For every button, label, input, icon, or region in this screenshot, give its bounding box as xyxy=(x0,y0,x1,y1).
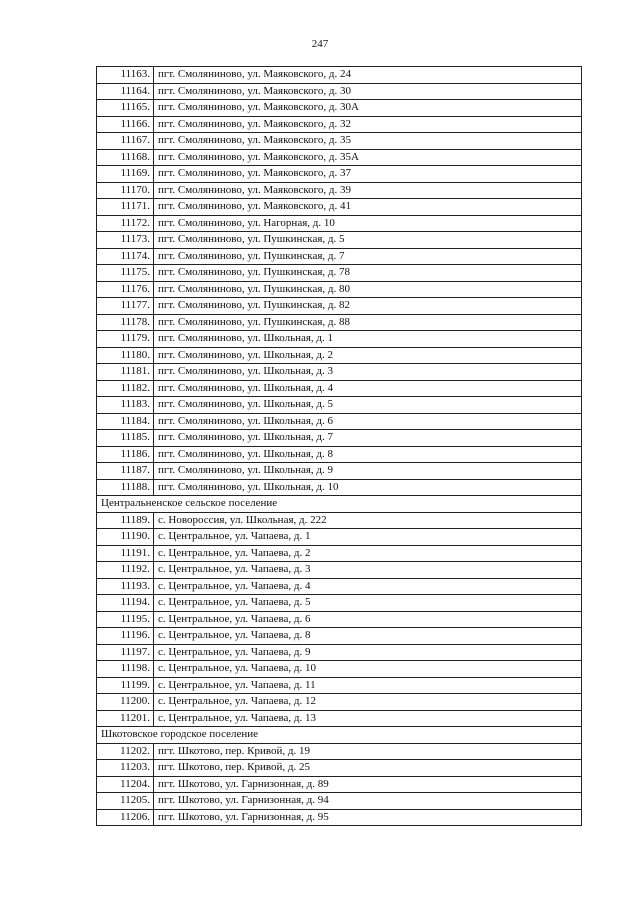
row-number: 11187. xyxy=(97,463,154,480)
row-address: пгт. Смоляниново, ул. Пушкинская, д. 5 xyxy=(154,232,582,249)
row-address: пгт. Смоляниново, ул. Школьная, д. 5 xyxy=(154,397,582,414)
row-address: пгт. Смоляниново, ул. Школьная, д. 6 xyxy=(154,413,582,430)
row-number: 11173. xyxy=(97,232,154,249)
row-number: 11185. xyxy=(97,430,154,447)
row-address: с. Центральное, ул. Чапаева, д. 11 xyxy=(154,677,582,694)
row-number: 11195. xyxy=(97,611,154,628)
row-address: с. Центральное, ул. Чапаева, д. 1 xyxy=(154,529,582,546)
table-row xyxy=(97,281,582,298)
table-row xyxy=(97,331,582,348)
row-number: 11205. xyxy=(97,793,154,810)
row-address: пгт. Смоляниново, ул. Школьная, д. 2 xyxy=(154,347,582,364)
row-address: пгт. Шкотово, ул. Гарнизонная, д. 95 xyxy=(154,809,582,826)
table-row xyxy=(97,133,582,150)
table-row xyxy=(97,512,582,529)
row-address: с. Центральное, ул. Чапаева, д. 3 xyxy=(154,562,582,579)
row-address: пгт. Шкотово, ул. Гарнизонная, д. 94 xyxy=(154,793,582,810)
row-address: с. Центральное, ул. Чапаева, д. 9 xyxy=(154,644,582,661)
row-number: 11190. xyxy=(97,529,154,546)
row-number: 11183. xyxy=(97,397,154,414)
table-row xyxy=(97,215,582,232)
table-row xyxy=(97,677,582,694)
row-number: 11175. xyxy=(97,265,154,282)
row-address: с. Центральное, ул. Чапаева, д. 6 xyxy=(154,611,582,628)
row-number: 11191. xyxy=(97,545,154,562)
row-address: с. Центральное, ул. Чапаева, д. 4 xyxy=(154,578,582,595)
table-row xyxy=(97,743,582,760)
row-number: 11181. xyxy=(97,364,154,381)
table-row xyxy=(97,67,582,84)
row-address: пгт. Шкотово, пер. Кривой, д. 25 xyxy=(154,760,582,777)
row-address: пгт. Смоляниново, ул. Маяковского, д. 30А xyxy=(154,100,582,117)
table-row xyxy=(97,463,582,480)
row-number: 11197. xyxy=(97,644,154,661)
row-address: пгт. Смоляниново, ул. Школьная, д. 1 xyxy=(154,331,582,348)
row-address: пгт. Смоляниново, ул. Пушкинская, д. 7 xyxy=(154,248,582,265)
row-number: 11177. xyxy=(97,298,154,315)
row-number: 11203. xyxy=(97,760,154,777)
row-address: с. Центральное, ул. Чапаева, д. 13 xyxy=(154,710,582,727)
row-number: 11165. xyxy=(97,100,154,117)
section-header-row xyxy=(97,496,582,513)
row-address: с. Центральное, ул. Чапаева, д. 2 xyxy=(154,545,582,562)
row-address: пгт. Смоляниново, ул. Пушкинская, д. 78 xyxy=(154,265,582,282)
row-number: 11168. xyxy=(97,149,154,166)
row-number: 11186. xyxy=(97,446,154,463)
section-title: Шкотовское городское поселение xyxy=(97,727,582,744)
row-address: с. Центральное, ул. Чапаева, д. 12 xyxy=(154,694,582,711)
table-row xyxy=(97,199,582,216)
row-number: 11201. xyxy=(97,710,154,727)
row-address: с. Центральное, ул. Чапаева, д. 5 xyxy=(154,595,582,612)
table-row xyxy=(97,710,582,727)
table-row xyxy=(97,446,582,463)
table-row xyxy=(97,611,582,628)
table-row xyxy=(97,545,582,562)
section-header-row xyxy=(97,727,582,744)
row-address: с. Центральное, ул. Чапаева, д. 10 xyxy=(154,661,582,678)
table-row xyxy=(97,166,582,183)
table-row xyxy=(97,644,582,661)
row-address: пгт. Шкотово, пер. Кривой, д. 19 xyxy=(154,743,582,760)
row-address: пгт. Смоляниново, ул. Маяковского, д. 41 xyxy=(154,199,582,216)
table-row xyxy=(97,793,582,810)
row-number: 11166. xyxy=(97,116,154,133)
row-address: пгт. Смоляниново, ул. Школьная, д. 10 xyxy=(154,479,582,496)
table-row xyxy=(97,628,582,645)
row-number: 11163. xyxy=(97,67,154,84)
row-address: с. Новороссия, ул. Школьная, д. 222 xyxy=(154,512,582,529)
table-row xyxy=(97,248,582,265)
table-row xyxy=(97,562,582,579)
row-number: 11200. xyxy=(97,694,154,711)
row-number: 11202. xyxy=(97,743,154,760)
row-number: 11204. xyxy=(97,776,154,793)
table-row xyxy=(97,182,582,199)
row-number: 11178. xyxy=(97,314,154,331)
table-row xyxy=(97,314,582,331)
table-row xyxy=(97,232,582,249)
row-address: пгт. Шкотово, ул. Гарнизонная, д. 89 xyxy=(154,776,582,793)
row-number: 11176. xyxy=(97,281,154,298)
table-row xyxy=(97,661,582,678)
row-number: 11189. xyxy=(97,512,154,529)
row-number: 11182. xyxy=(97,380,154,397)
table-row xyxy=(97,595,582,612)
row-address: пгт. Смоляниново, ул. Маяковского, д. 30 xyxy=(154,83,582,100)
table-row xyxy=(97,265,582,282)
row-address: пгт. Смоляниново, ул. Нагорная, д. 10 xyxy=(154,215,582,232)
table-row xyxy=(97,413,582,430)
table-row xyxy=(97,116,582,133)
row-number: 11199. xyxy=(97,677,154,694)
row-number: 11169. xyxy=(97,166,154,183)
address-table xyxy=(96,66,582,826)
page-number: 247 xyxy=(311,38,329,50)
table-row xyxy=(97,380,582,397)
row-number: 11193. xyxy=(97,578,154,595)
table-row xyxy=(97,298,582,315)
table-row xyxy=(97,578,582,595)
address-table-body xyxy=(97,67,582,826)
table-row xyxy=(97,760,582,777)
row-address: пгт. Смоляниново, ул. Школьная, д. 9 xyxy=(154,463,582,480)
row-address: пгт. Смоляниново, ул. Маяковского, д. 37 xyxy=(154,166,582,183)
row-number: 11180. xyxy=(97,347,154,364)
row-number: 11198. xyxy=(97,661,154,678)
row-address: пгт. Смоляниново, ул. Школьная, д. 3 xyxy=(154,364,582,381)
table-row xyxy=(97,694,582,711)
table-row xyxy=(97,776,582,793)
row-number: 11171. xyxy=(97,199,154,216)
row-number: 11170. xyxy=(97,182,154,199)
row-address: с. Центральное, ул. Чапаева, д. 8 xyxy=(154,628,582,645)
row-address: пгт. Смоляниново, ул. Маяковского, д. 35А xyxy=(154,149,582,166)
row-address: пгт. Смоляниново, ул. Маяковского, д. 24 xyxy=(154,67,582,84)
row-number: 11174. xyxy=(97,248,154,265)
row-address: пгт. Смоляниново, ул. Пушкинская, д. 80 xyxy=(154,281,582,298)
row-number: 11172. xyxy=(97,215,154,232)
table-row xyxy=(97,809,582,826)
table-row xyxy=(97,479,582,496)
table-row xyxy=(97,100,582,117)
row-number: 11188. xyxy=(97,479,154,496)
row-number: 11196. xyxy=(97,628,154,645)
table-row xyxy=(97,347,582,364)
row-address: пгт. Смоляниново, ул. Пушкинская, д. 88 xyxy=(154,314,582,331)
row-number: 11206. xyxy=(97,809,154,826)
row-number: 11179. xyxy=(97,331,154,348)
row-address: пгт. Смоляниново, ул. Школьная, д. 7 xyxy=(154,430,582,447)
row-address: пгт. Смоляниново, ул. Пушкинская, д. 82 xyxy=(154,298,582,315)
table-row xyxy=(97,83,582,100)
section-title: Центральненское сельское поселение xyxy=(97,496,582,513)
row-number: 11194. xyxy=(97,595,154,612)
table-row xyxy=(97,529,582,546)
row-address: пгт. Смоляниново, ул. Маяковского, д. 35 xyxy=(154,133,582,150)
row-address: пгт. Смоляниново, ул. Маяковского, д. 32 xyxy=(154,116,582,133)
row-number: 11184. xyxy=(97,413,154,430)
table-row xyxy=(97,149,582,166)
row-address: пгт. Смоляниново, ул. Маяковского, д. 39 xyxy=(154,182,582,199)
row-number: 11192. xyxy=(97,562,154,579)
table-row xyxy=(97,430,582,447)
row-number: 11164. xyxy=(97,83,154,100)
row-address: пгт. Смоляниново, ул. Школьная, д. 4 xyxy=(154,380,582,397)
row-address: пгт. Смоляниново, ул. Школьная, д. 8 xyxy=(154,446,582,463)
table-row xyxy=(97,397,582,414)
table-row xyxy=(97,364,582,381)
row-number: 11167. xyxy=(97,133,154,150)
